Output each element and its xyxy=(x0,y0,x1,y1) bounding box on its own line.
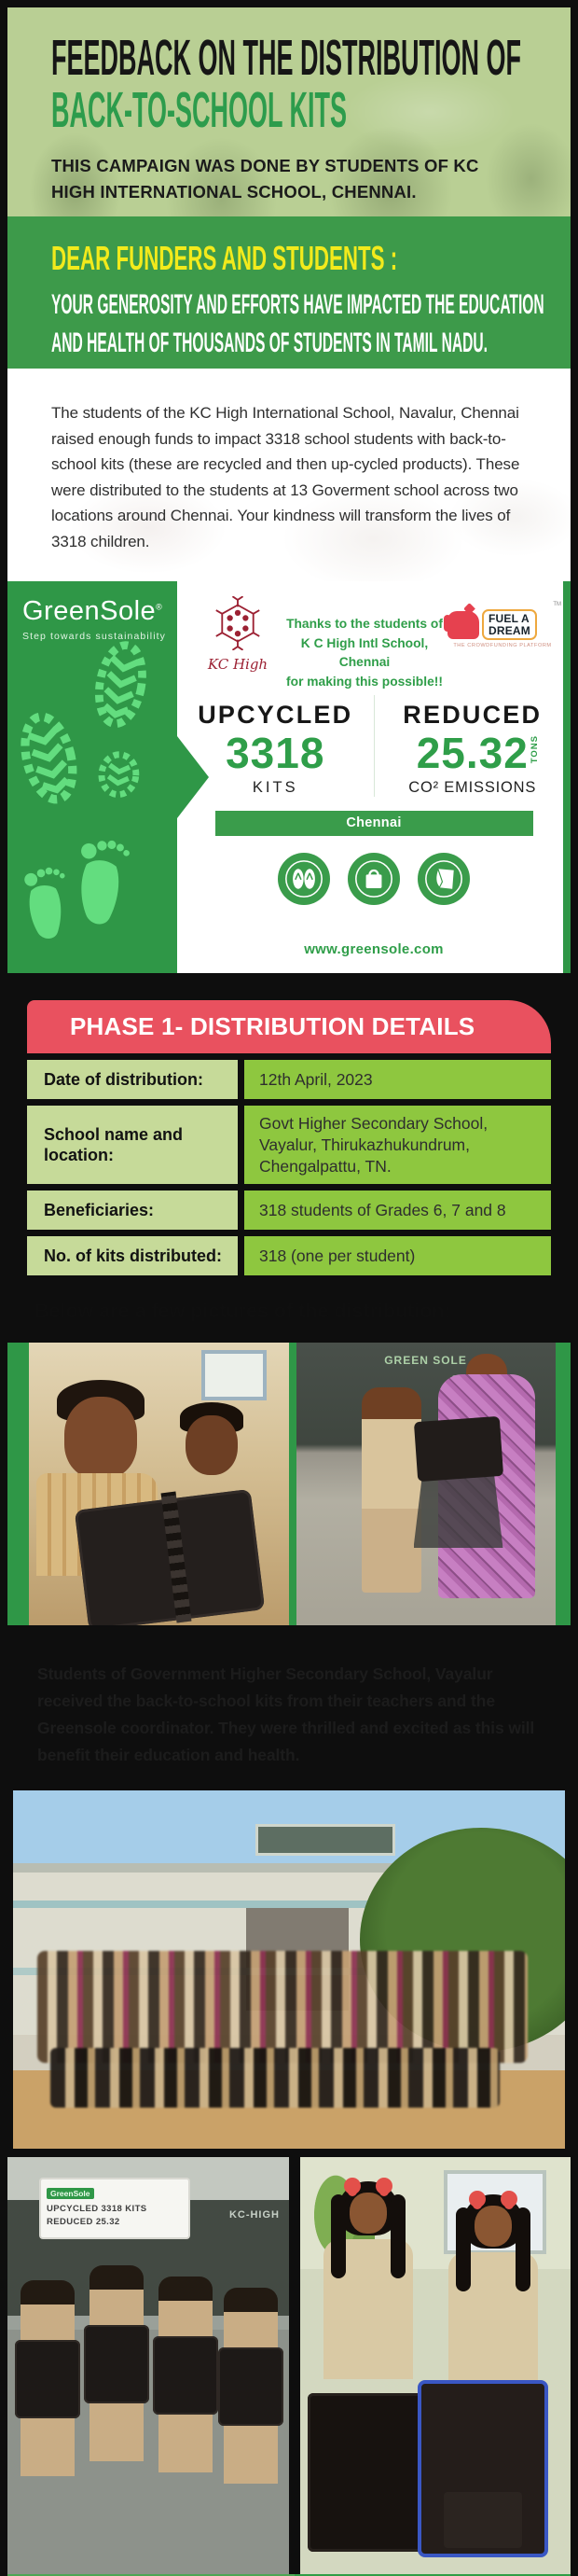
thanks-line3: for making this possible!! xyxy=(286,675,443,689)
photo-two-girls xyxy=(300,2157,571,2574)
photo-row-2 xyxy=(7,2157,571,2574)
photo-school-group xyxy=(13,1790,565,2149)
stat-reduced-label: REDUCED xyxy=(403,701,543,729)
greensole-wordmark: GreenSole® xyxy=(22,596,163,626)
row-label-date: Date of distribution: xyxy=(27,1060,238,1099)
row-value-beneficiaries: 318 students of Grades 6, 7 and 8 xyxy=(244,1191,551,1230)
row-label-school: School name and location: xyxy=(27,1106,238,1184)
bootprint-icon xyxy=(9,704,89,816)
chalk-text: KC-HIGH xyxy=(228,2209,280,2221)
photo-kit-handover xyxy=(296,1343,557,1625)
banner-heading: DEAR FUNDERS AND STUDENTS : xyxy=(51,239,398,277)
kc-high-label: KC High xyxy=(207,656,268,673)
trademark-symbol: TM xyxy=(553,602,561,607)
student-crowd-shape xyxy=(37,1951,528,2063)
fuel-a-dream-wordmark: FUEL A DREAM xyxy=(482,609,537,640)
greensole-logo xyxy=(7,581,177,642)
flower-icon xyxy=(469,2191,486,2207)
kc-high-emblem-icon xyxy=(213,596,262,650)
notebook-icon xyxy=(418,853,470,905)
distribution-caption: Students of Government Higher Secondary School, Vayalur received the back-to-school kits from their teachers and the Greensole coordinator. They were thrilled and excited as this will benefit their education and health. xyxy=(37,1664,535,1765)
photo-row-1 xyxy=(7,1343,571,1625)
thanks-note xyxy=(278,615,451,692)
website-link[interactable]: www.greensole.com xyxy=(304,940,444,957)
girl-shape xyxy=(317,2181,420,2379)
stat-reduced-value: 25.32 TONS xyxy=(416,729,541,777)
greensole-tagline: Step towards sustainability xyxy=(22,631,167,642)
chalkboard-text: GREEN SOLE xyxy=(384,1354,467,1368)
tons-unit: TONS xyxy=(530,735,541,764)
campaign-subtitle: THIS CAMPAIGN WAS DONE BY STUDENTS OF KC HIGH INTERNATIONAL SCHOOL, CHENNAI. xyxy=(51,156,479,202)
fuel-a-dream-logo xyxy=(447,602,561,649)
thanks-line2: K C High Intl School, Chennai xyxy=(300,635,429,670)
row-value-date: 12th April, 2023 xyxy=(244,1060,551,1099)
flower-icon xyxy=(376,2178,392,2194)
thanks-line1: Thanks to the students of xyxy=(286,617,443,631)
stat-upcycled-value: 3318 xyxy=(226,729,325,777)
phase1-title: PHASE 1- DISTRIBUTION DETAILS xyxy=(27,1000,551,1053)
hero-header xyxy=(7,7,571,216)
window-shape xyxy=(201,1350,267,1400)
table-row xyxy=(27,1236,551,1275)
girl-shape xyxy=(442,2194,544,2392)
table-row xyxy=(27,1106,551,1184)
stat-reduced-unit: CO² EMISSIONS xyxy=(408,778,537,796)
certificate-logo-row xyxy=(177,594,571,688)
photo-boys-with-kits xyxy=(29,1343,289,1625)
intro-paragraph-1: The students of the KC High International School, Navalur, Chennai raised enough funds to impact 3318 school students with back-to-school kits (these are recycled and then up-cycled products). These were distributed to the students at 13 Goverment school across two locations around Chennai. Your kindness will transform the lives of 3318 children. xyxy=(51,404,520,550)
row-label-beneficiaries: Beneficiaries: xyxy=(27,1191,238,1230)
row-label-kits: No. of kits distributed: xyxy=(27,1236,238,1275)
barefoot-icon xyxy=(67,828,136,944)
pictures-heading: Below are a few pictures of the distribution: xyxy=(34,1300,451,1323)
flip-flops-icon xyxy=(278,853,330,905)
fuel-a-dream-tagline: THE CROWDFUNDING PLATFORM xyxy=(453,643,552,649)
row-value-kits: 318 (one per student) xyxy=(244,1236,551,1275)
photo-classroom-banner xyxy=(7,2157,289,2574)
kneeling-row-shape xyxy=(50,2048,500,2108)
stat-upcycled-unit: KITS xyxy=(252,778,298,796)
greensole-banner-shape: GreenSole UPCYCLED 3318 KITS REDUCED 25.32 xyxy=(41,2179,188,2237)
table-row xyxy=(27,1060,551,1099)
registered-mark: ® xyxy=(156,602,163,612)
student-shape xyxy=(362,1387,421,1593)
greensole-panel xyxy=(7,581,177,973)
school-signboard-shape xyxy=(255,1824,395,1856)
page-title-line1: FEEDBACK ON THE DISTRIBUTION OF xyxy=(51,30,521,86)
bootprint-icon xyxy=(86,635,156,739)
row-value-school: Govt Higher Secondary School, Vayalur, Thirukazhukundrum, Chengalpattu, TN. xyxy=(244,1106,551,1184)
stat-reduced xyxy=(375,695,571,797)
shopping-bag-icon xyxy=(348,853,400,905)
banner-subtext xyxy=(51,285,571,363)
certificate-body xyxy=(177,581,571,973)
green-edge-strip xyxy=(563,581,571,973)
intro-section xyxy=(7,369,571,581)
stat-upcycled-label: UPCYCLED xyxy=(198,701,353,729)
stat-upcycled xyxy=(177,695,375,797)
greensole-certificate xyxy=(7,581,571,973)
flower-icon xyxy=(344,2178,361,2194)
location-bar: Chennai xyxy=(215,811,533,836)
kc-high-logo xyxy=(196,596,280,673)
banner-line2: AND HEALTH OF THOUSANDS OF STUDENTS IN TAMIL NADU. xyxy=(51,327,488,358)
kit-contents-icons xyxy=(177,853,571,905)
impact-stats xyxy=(177,695,571,797)
bootprint-heel-icon xyxy=(94,749,143,807)
barefoot-icon xyxy=(20,859,75,954)
table-row xyxy=(27,1191,551,1230)
page-title-line2: BACK-TO-SCHOOL KITS xyxy=(51,82,347,139)
flower-icon xyxy=(501,2191,517,2207)
phase1-details xyxy=(27,1000,551,1275)
school-kit-bag-shape xyxy=(413,1416,502,1482)
funders-banner xyxy=(7,216,571,369)
banner-line1: YOUR GENEROSITY AND EFFORTS HAVE IMPACTED THE EDUCATION xyxy=(51,288,544,320)
school-kit-bag-shape xyxy=(308,2393,427,2552)
elephant-icon xyxy=(447,611,479,639)
